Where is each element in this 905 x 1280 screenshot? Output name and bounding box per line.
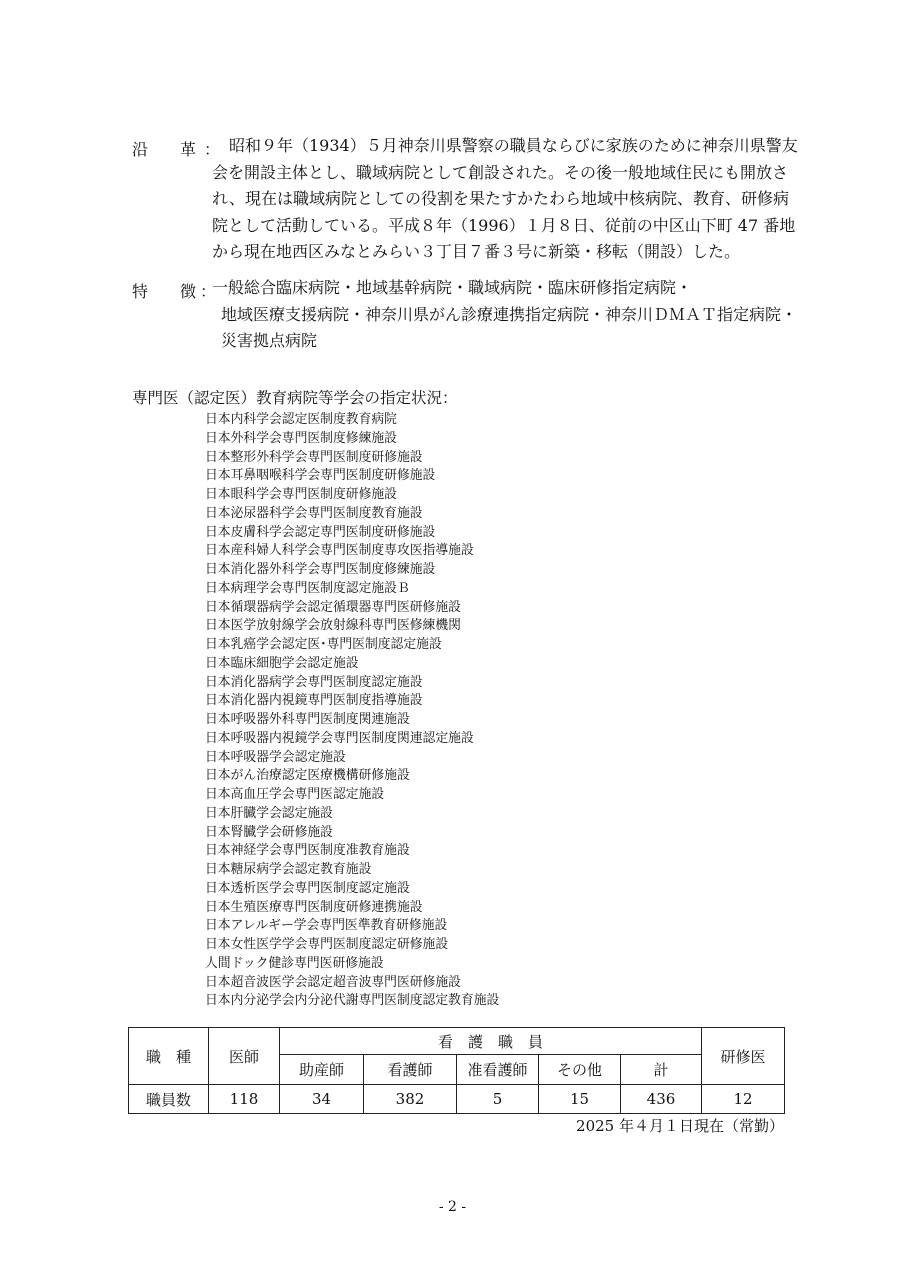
list-item: 人間ドック健診専門医研修施設 xyxy=(205,955,384,971)
specialist-heading: 専門医（認定医）教育病院等学会の指定状況： xyxy=(132,389,458,407)
nursing-group-header-cell: 看 護 職 員 xyxy=(280,1028,702,1055)
list-item: 日本消化器外科学会専門医制度修練施設 xyxy=(205,562,436,577)
list-item: 日本産科婦人科学会専門医制度専攻医指導施設 xyxy=(205,543,474,559)
nurse-count-cell: 382 xyxy=(364,1085,457,1114)
total-header-cell: 計 xyxy=(621,1055,702,1085)
resident-count-cell: 12 xyxy=(702,1085,785,1114)
features-line: 地域医療支援病院・神奈川県がん診療連携指定病院・神奈川ＤＭＡＴ指定病院・ xyxy=(221,304,798,324)
list-item: 日本糖尿病学会認定教育施設 xyxy=(205,862,372,877)
total-count-cell: 436 xyxy=(621,1085,702,1114)
list-item: 日本眼科学会専門医制度研修施設 xyxy=(205,487,397,502)
row-header-cell: 職 種 xyxy=(129,1028,209,1085)
list-item: 日本腎臓学会研修施設 xyxy=(205,824,333,840)
history-body-continued xyxy=(212,160,795,266)
list-item: 日本医学放射線学会放射線科専門医修練機関 xyxy=(205,618,461,634)
list-item: 日本消化器内視鏡専門医制度指導施設 xyxy=(205,693,423,709)
list-item: 日本病理学会専門医制度認定施設Ｂ xyxy=(205,580,410,596)
list-item: 日本泌尿器科学会専門医制度教育施設 xyxy=(205,505,423,521)
staff-table xyxy=(128,1027,785,1114)
assoc-nurse-header-cell: 准看護師 xyxy=(457,1055,539,1085)
other-header-cell: その他 xyxy=(539,1055,621,1085)
list-item: 日本呼吸器外科専門医制度関連施設 xyxy=(205,712,410,727)
list-item: 日本透析医学会専門医制度認定施設 xyxy=(205,880,410,896)
as-of-note: 2025 年４月１日現在（常勤） xyxy=(576,1117,784,1135)
history-line: 院として活動している。平成８年（1996）１月８日、従前の中区山下町 47 番地 xyxy=(212,215,796,235)
history-line: 会を開設主体とし、職域病院として創設された。その後一般地域住民にも開放さ xyxy=(212,162,789,182)
list-item: 日本乳癌学会認定医･専門医制度認定施設 xyxy=(205,637,442,652)
list-item: 日本がん治療認定医療機構研修施設 xyxy=(205,768,410,784)
list-item: 日本高血圧学会専門医認定施設 xyxy=(205,787,385,802)
list-item: 日本整形外科学会専門医制度研修施設 xyxy=(205,449,423,465)
specialist-list xyxy=(205,411,499,1011)
list-item: 日本臨床細胞学会認定施設 xyxy=(205,655,359,671)
history-line: 昭和９年（1934）５月神奈川県警察の職員ならびに家族のために神奈川県警友 xyxy=(229,136,798,155)
other-count-cell: 15 xyxy=(539,1085,621,1114)
list-item: 日本外科学会専門医制度修練施設 xyxy=(205,430,397,446)
table-header-row xyxy=(129,1028,785,1055)
history-label: 沿 革 xyxy=(132,140,197,159)
doctor-count-cell: 118 xyxy=(209,1085,280,1114)
features-colon: ： xyxy=(200,282,217,301)
features-body xyxy=(212,275,692,302)
list-item: 日本循環器病学会認定循環器専門医研修施設 xyxy=(205,599,461,615)
list-item: 日本アレルギー学会専門医準教育研修施設 xyxy=(205,918,448,934)
features-line: 災害拠点病院 xyxy=(221,331,318,350)
list-item: 日本呼吸器学会認定施設 xyxy=(205,749,346,765)
list-item: 日本皮膚科学会認定専門医制度研修施設 xyxy=(205,524,436,540)
list-item: 日本超音波医学会認定超音波専門医研修施設 xyxy=(205,974,461,990)
list-item: 日本消化器病学会専門医制度認定施設 xyxy=(205,674,423,690)
list-item: 日本内分泌学会内分泌代謝専門医制度認定教育施設 xyxy=(205,993,500,1009)
history-line: れ、現在は職域病院としての役割を果たすかたわら地域中核病院、教育、研修病 xyxy=(212,189,789,208)
midwife-header-cell: 助産師 xyxy=(280,1055,364,1085)
history-line: から現在地西区みなとみらい３丁目７番３号に新築・移転（開設）した。 xyxy=(212,242,741,261)
resident-header-cell: 研修医 xyxy=(702,1028,785,1085)
table-row xyxy=(129,1085,785,1114)
list-item: 日本呼吸器内視鏡学会専門医制度関連認定施設 xyxy=(205,730,474,746)
assoc-nurse-count-cell: 5 xyxy=(457,1085,539,1114)
features-label: 特 徴 xyxy=(132,282,197,301)
doctor-header-cell: 医師 xyxy=(209,1028,280,1085)
list-item: 日本女性医学学会専門医制度認定研修施設 xyxy=(205,937,449,952)
list-item: 日本生殖医療専門医制度研修連携施設 xyxy=(205,899,423,915)
nurse-header-cell: 看護師 xyxy=(364,1055,457,1085)
list-item: 日本神経学会専門医制度准教育施設 xyxy=(205,843,410,859)
page-number: - 2 - xyxy=(438,1199,467,1215)
count-label-cell: 職員数 xyxy=(129,1085,209,1114)
list-item: 日本肝臓学会認定施設 xyxy=(205,805,333,821)
features-line: 一般総合臨床病院・地域基幹病院・職域病院・臨床研修指定病院・ xyxy=(212,278,693,297)
list-item: 日本耳鼻咽喉科学会専門医制度研修施設 xyxy=(205,468,436,484)
list-item: 日本内科学会認定医制度教育病院 xyxy=(205,412,397,427)
history-body xyxy=(229,133,798,160)
history-colon: ： xyxy=(204,140,221,159)
features-body-continued xyxy=(221,302,797,355)
midwife-count-cell: 34 xyxy=(280,1085,364,1114)
